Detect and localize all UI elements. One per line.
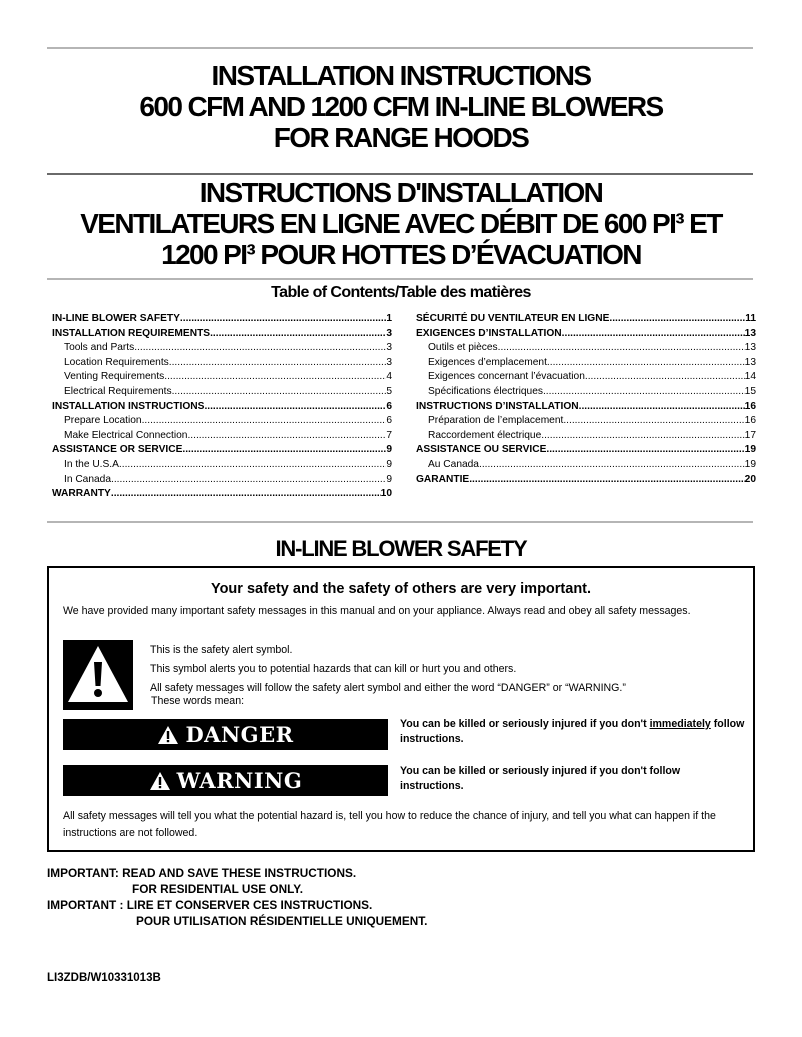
toc-entry[interactable]: In Canada ..... 9 [52, 473, 392, 488]
safety-box-title: Your safety and the safety of others are very important. [210, 581, 592, 597]
title-french [0, 177, 802, 270]
toc-entry[interactable]: Exigences concernant l’évacuation ..... 14 [416, 370, 756, 385]
safety-section-title: IN-LINE BLOWER SAFETY [275, 536, 527, 561]
toc-french [416, 312, 756, 487]
title-english [0, 60, 802, 153]
warning-alert-icon [149, 771, 171, 791]
toc-entry[interactable]: Outils et pièces ..... 13 [416, 341, 756, 356]
toc-entry[interactable]: INSTALLATION REQUIREMENTS ..... 3 [52, 327, 392, 342]
toc-english [52, 312, 392, 502]
title-fr-line2: VENTILATEURS EN LIGNE AVEC DÉBIT DE 600 PI³ ET [80, 208, 722, 239]
toc-entry[interactable]: INSTALLATION INSTRUCTIONS ..... 6 [52, 400, 392, 415]
safety-symbol-line3: All safety messages will follow the safety alert symbol and either the word “DANGER” or “WARNING.” [150, 682, 626, 694]
toc-entry[interactable]: Raccordement électrique ..... 17 [416, 429, 756, 444]
important-fr-line1: IMPORTANT : LIRE ET CONSERVER CES INSTRUCTIONS. [47, 898, 373, 912]
toc-entry[interactable]: In the U.S.A. ..... 9 [52, 458, 392, 473]
toc-top-rule [47, 278, 753, 280]
toc-entry[interactable]: ASSISTANCE OR SERVICE ..... 9 [52, 443, 392, 458]
important-en-line1: IMPORTANT: READ AND SAVE THESE INSTRUCTIONS. [47, 866, 357, 880]
title-en-line3: FOR RANGE HOODS [273, 122, 529, 153]
title-fr-line3: 1200 PI³ POUR HOTTES D’ÉVACUATION [161, 239, 641, 270]
toc-entry[interactable]: Exigences d’emplacement ..... 13 [416, 356, 756, 371]
toc-entry[interactable]: Au Canada ..... 19 [416, 458, 756, 473]
safety-symbol-line2: This symbol alerts you to potential hazards that can kill or hurt you and others. [150, 663, 517, 675]
toc-entry[interactable]: INSTRUCTIONS D’INSTALLATION ..... 16 [416, 400, 756, 415]
safety-alert-icon [63, 640, 133, 710]
toc-entry[interactable]: SÉCURITÉ DU VENTILATEUR EN LIGNE ..... 11 [416, 312, 756, 327]
document-code: LI3ZDB/W10331013B [47, 972, 161, 984]
danger-label: DANGER [185, 722, 294, 747]
warning-description: You can be killed or seriously injured if you don't follow instructions. [400, 765, 681, 792]
toc-entry[interactable]: Make Electrical Connection ..... 7 [52, 429, 392, 444]
toc-bottom-rule [47, 521, 753, 523]
toc-entry[interactable]: EXIGENCES D’INSTALLATION ..... 13 [416, 327, 756, 342]
safety-box [47, 566, 755, 852]
important-en-line2: FOR RESIDENTIAL USE ONLY. [132, 882, 304, 896]
safety-intro: We have provided many important safety messages in this manual and on your appliance. Always read and obey all safety messages. [63, 605, 691, 617]
warning-banner [63, 765, 388, 796]
top-rule [47, 47, 753, 49]
safety-footer: All safety messages will tell you what the potential hazard is, tell you how to reduce the chance of injury, and tell you what can happen if the instructions are not followed. [63, 810, 716, 839]
danger-banner [63, 719, 388, 750]
title-en-line1: INSTALLATION INSTRUCTIONS [211, 60, 591, 91]
toc-entry[interactable]: ASSISTANCE OU SERVICE ..... 19 [416, 443, 756, 458]
toc-entry[interactable]: Prepare Location ..... 6 [52, 414, 392, 429]
toc-entry[interactable]: Location Requirements ..... 3 [52, 356, 392, 371]
danger-description: You can be killed or seriously injured if you don't immediately follow instructions. [400, 718, 745, 745]
toc-entry[interactable]: Spécifications électriques ..... 15 [416, 385, 756, 400]
toc-entry[interactable]: GARANTIE ..... 20 [416, 473, 756, 488]
toc-entry[interactable]: Electrical Requirements ..... 5 [52, 385, 392, 400]
title-divider [47, 173, 753, 175]
title-en-line2: 600 CFM AND 1200 CFM IN-LINE BLOWERS [139, 91, 663, 122]
toc-entry[interactable]: Venting Requirements ..... 4 [52, 370, 392, 385]
safety-symbol-line1: This is the safety alert symbol. [150, 644, 293, 656]
safety-symbol-line4: These words mean: [151, 695, 245, 707]
toc-entry[interactable]: Préparation de l’emplacement ..... 16 [416, 414, 756, 429]
danger-alert-icon [157, 725, 179, 745]
toc-heading: Table of Contents/Table des matières [271, 284, 531, 301]
toc-entry[interactable]: Tools and Parts ..... 3 [52, 341, 392, 356]
title-fr-line1: INSTRUCTIONS D'INSTALLATION [199, 177, 603, 208]
warning-label: WARNING [176, 768, 303, 793]
important-fr-line2: POUR UTILISATION RÉSIDENTIELLE UNIQUEMENT. [136, 914, 428, 928]
toc-entry[interactable]: WARRANTY ..... 10 [52, 487, 392, 502]
toc-entry[interactable]: IN-LINE BLOWER SAFETY ..... 1 [52, 312, 392, 327]
